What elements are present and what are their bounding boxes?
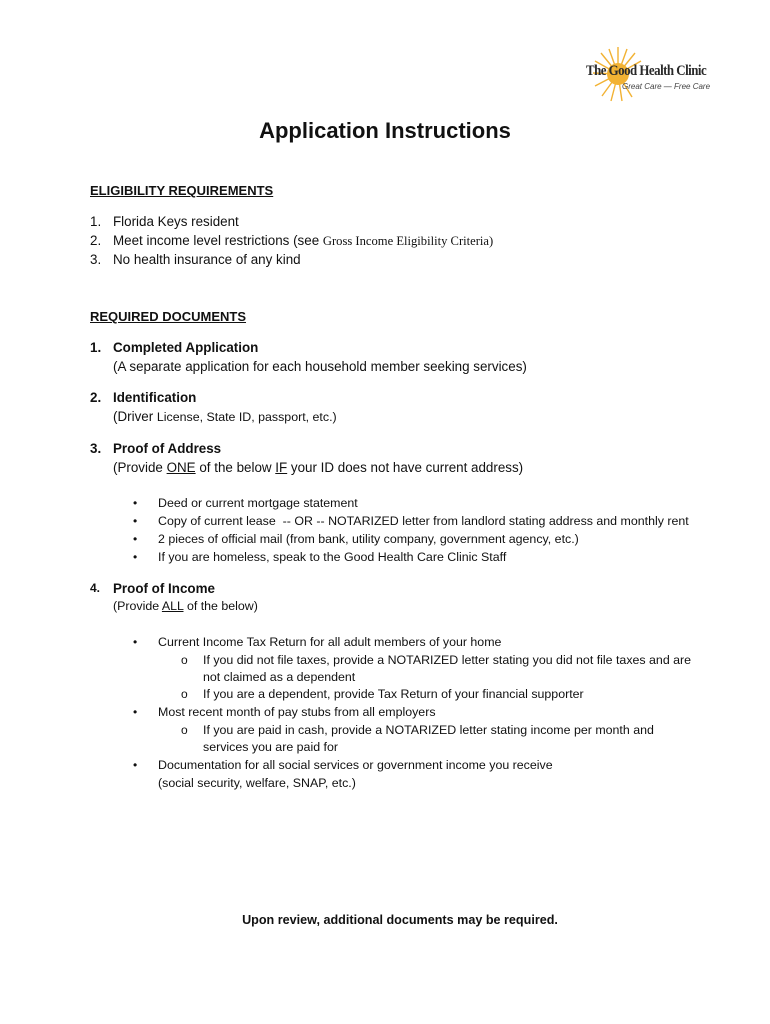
list-number: 2. — [90, 390, 102, 405]
list-number: 1. — [90, 340, 102, 355]
list-number: 3. — [90, 441, 102, 456]
bullet-item: Current Income Tax Return for all adult members of your home — [158, 635, 502, 649]
bullet-item: Copy of current lease -- OR -- NOTARIZED letter from landlord stating address and monthly rent — [158, 514, 689, 528]
document-description: (A separate application for each household member seeking services) — [113, 359, 527, 374]
sub-bullet-glyph: o — [181, 687, 188, 701]
eligibility-heading: ELIGIBILITY REQUIREMENTS — [90, 183, 274, 198]
page-title: Application Instructions — [259, 118, 511, 143]
bullet-item: Most recent month of pay stubs from all employers — [158, 705, 436, 719]
sub-bullet-glyph: o — [181, 723, 188, 737]
desc-emphasis: ONE — [166, 460, 196, 475]
desc-part: (Provide — [113, 460, 167, 475]
list-number: 4. — [90, 581, 101, 595]
desc-part: of the below) — [183, 599, 258, 613]
sub-bullet-item: If you did not file taxes, provide a NOTARIZED letter stating you did not file taxes and are — [203, 653, 692, 667]
bullet-glyph: • — [133, 758, 138, 772]
desc-part: (Provide — [113, 599, 162, 613]
desc-part: License, State ID, passport, etc.) — [156, 410, 337, 424]
sub-bullet-item: If you are a dependent, provide Tax Return of your financial supporter — [203, 687, 584, 701]
clinic-logo — [586, 44, 710, 104]
document-title: Proof of Address — [113, 441, 222, 456]
desc-emphasis: IF — [275, 460, 288, 475]
eligibility-item-text: Meet income level restrictions (see — [113, 233, 323, 248]
desc-emphasis: ALL — [161, 599, 184, 613]
documents-heading: REQUIRED DOCUMENTS — [90, 309, 247, 324]
eligibility-item — [113, 233, 493, 249]
bullet-item: Deed or current mortgage statement — [158, 496, 358, 510]
document-title: Completed Application — [113, 340, 259, 355]
logo-title: The Good Health Clinic — [586, 63, 707, 79]
bullet-item: Documentation for all social services or government income you receive — [158, 758, 553, 772]
bullet-glyph: • — [133, 635, 138, 649]
logo-tagline: Great Care — Free Care — [622, 82, 711, 91]
sub-bullet-glyph: o — [181, 653, 188, 667]
document-description — [113, 460, 523, 475]
footer-note: Upon review, additional documents may be required. — [242, 913, 558, 927]
sub-bullet-item: If you are paid in cash, provide a NOTARIZED letter stating income per month and — [203, 723, 654, 737]
list-number: 2. — [90, 233, 102, 248]
desc-part: your ID does not have current address) — [287, 460, 524, 475]
sub-bullet-item-continued: not claimed as a dependent — [203, 670, 356, 684]
sub-bullet-item-continued: services you are paid for — [203, 740, 338, 754]
document-title: Identification — [113, 390, 197, 405]
bullet-glyph: • — [133, 532, 138, 546]
bullet-glyph: • — [133, 514, 138, 528]
bullet-item: If you are homeless, speak to the Good Health Care Clinic Staff — [158, 550, 507, 564]
bullet-item: 2 pieces of official mail (from bank, utility company, government agency, etc.) — [158, 532, 579, 546]
document-description — [113, 599, 258, 613]
eligibility-item: Florida Keys resident — [113, 214, 239, 229]
bullet-item-continued: (social security, welfare, SNAP, etc.) — [158, 776, 356, 790]
desc-part: (Driver — [113, 409, 157, 424]
list-number: 3. — [90, 252, 102, 267]
bullet-glyph: • — [133, 496, 138, 510]
bullet-glyph: • — [133, 705, 138, 719]
document-title: Proof of Income — [113, 581, 215, 596]
criteria-reference: Gross Income Eligibility Criteria) — [322, 234, 494, 248]
bullet-glyph: • — [133, 550, 138, 564]
eligibility-item: No health insurance of any kind — [113, 252, 301, 267]
document-description — [113, 409, 337, 424]
desc-part: of the below — [195, 460, 276, 475]
list-number: 1. — [90, 214, 102, 229]
